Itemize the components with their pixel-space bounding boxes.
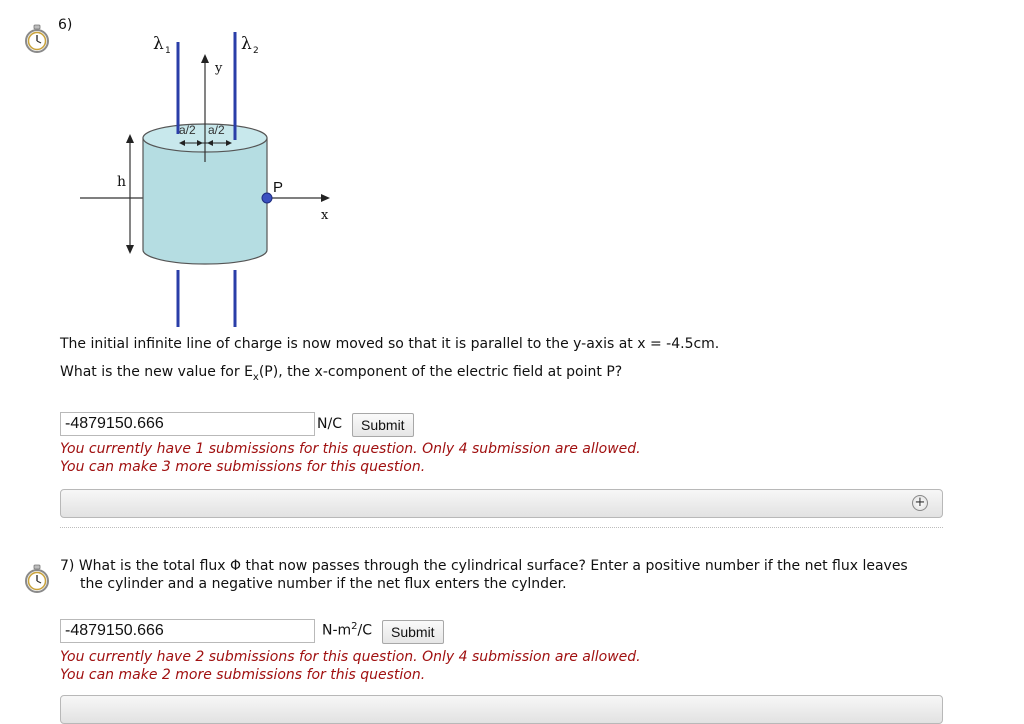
answer-input-q7[interactable] [60,619,315,643]
submission-note-q7-2: You can make 2 more submissions for this question. [60,667,426,683]
question-number: 6) [58,17,73,33]
answer-input-q6[interactable] [60,412,315,436]
submit-button-q7[interactable]: Submit [382,620,444,644]
stopwatch-icon [24,564,50,594]
submission-note-q7-1: You currently have 2 submissions for this question. Only 4 submission are allowed. [60,649,641,665]
x-label: x [321,208,329,223]
lambda2-subscript: 2 [253,46,259,56]
a-half-left-label: a/2 [179,123,196,137]
question-text-q7-line1: 7) What is the total flux Φ that now passes through the cylindrical surface? Enter a positive number if the net flux leaves [60,558,908,574]
h-label: h [117,174,127,190]
a-half-right-label: a/2 [208,123,225,137]
y-label: y [215,61,223,76]
point-p [262,193,272,203]
plus-circle-icon[interactable]: + [912,495,928,511]
lambda1-subscript: 1 [165,46,171,56]
question-text-line1: The initial infinite line of charge is now moved so that it is parallel to the y-axis at x = -4.5cm. [60,336,720,352]
submission-note-q6-2: You can make 3 more submissions for this question. [60,459,426,475]
question-divider [60,527,943,528]
question-text-q7-line2: the cylinder and a negative number if the net flux enters the cylnder. [80,576,567,592]
lambda2-label: λ [241,34,252,54]
lambda1-label: λ [153,34,164,54]
submit-button-q6[interactable]: Submit [352,413,414,437]
stopwatch-icon [24,24,50,54]
hint-expander[interactable] [60,489,943,518]
question-text-line2: What is the new value for $E_x(P)$, the x-component of the electric field at point P? [60,364,623,383]
unit-label-q6: N/C [317,416,342,432]
hint-expander-q7[interactable] [60,695,943,724]
unit-label-q7: $N-m^2/C$ [322,621,373,639]
p-label: P [273,179,284,196]
charged-cylinder-diagram [75,22,355,332]
submission-note-q6-1: You currently have 1 submissions for this question. Only 4 submission are allowed. [60,441,641,457]
